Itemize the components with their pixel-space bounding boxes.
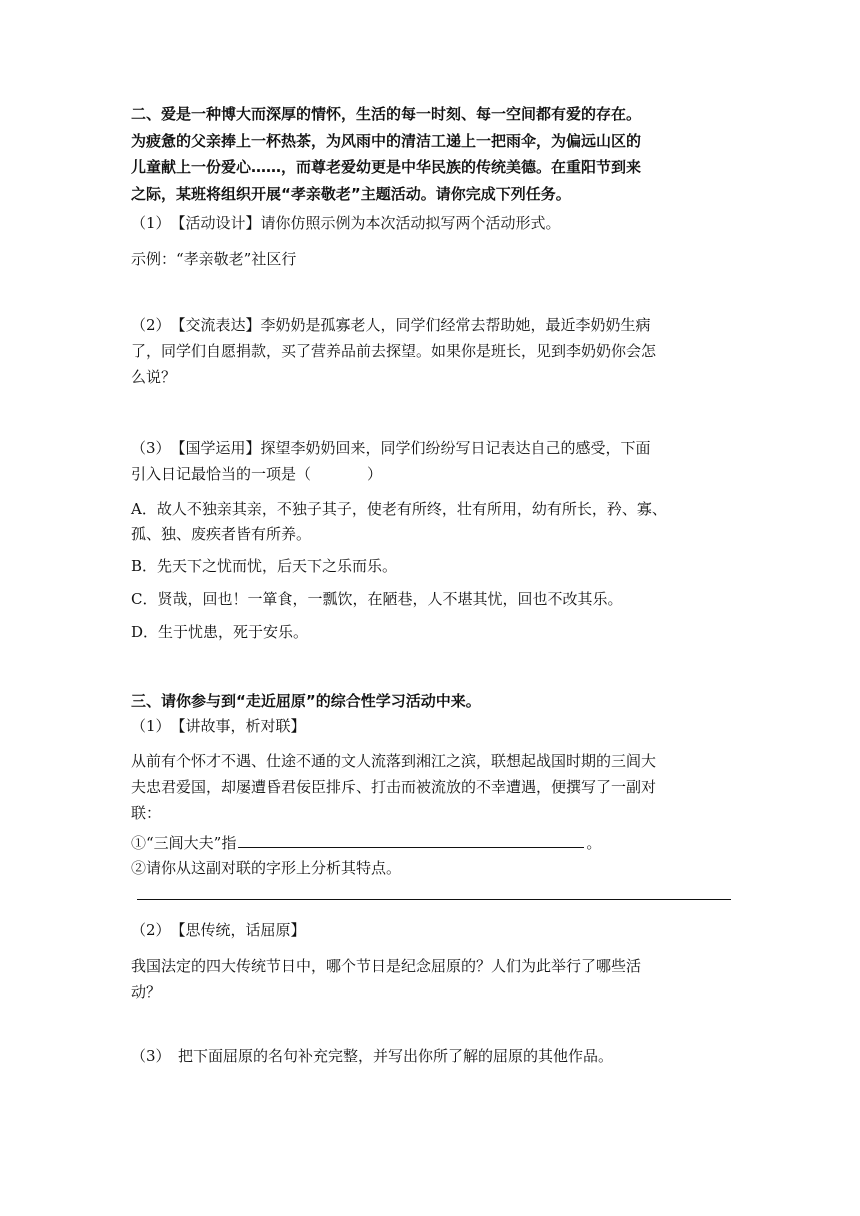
option-a-line2: 孤、独、废疾者皆有所养。 — [131, 525, 312, 543]
story-line2: 夫忠君爱国，却屡遭昏君佞臣排斥、打击而被流放的不幸遭遇，便撰写了一副对 — [131, 778, 657, 796]
question-2-3-line2 — [131, 464, 741, 484]
story-line1: 从前有个怀才不遇、仕途不通的文人流落到湘江之滨，联想起战国时期的三闾大 — [131, 752, 657, 770]
question-2-3-paren-close: ） — [367, 465, 383, 483]
question-3-1: （1） 【讲故事，析对联】 — [131, 717, 306, 735]
option-d: D．生于忧患，死于安乐。 — [131, 623, 309, 641]
question-2-2-line1: （2） 【交流表达】李奶奶是孤寡老人，同学们经常去帮助她，最近李奶奶生病 — [131, 316, 651, 334]
question-2-2-line3: 么说？ — [131, 368, 177, 386]
option-c: C．贤哉，回也！一箪食，一瓢饮，在陋巷，人不堪其忧，回也不改其乐。 — [131, 590, 623, 608]
section2-intro-line1: 二、爱是一种博大而深厚的情怀，生活的每一时刻、每一空间都有爱的存在。 — [131, 105, 642, 123]
section2-intro-line3: 儿童献上一份爱心……，而尊老爱幼更是中华民族的传统美德。在重阳节到来 — [131, 158, 642, 176]
answer-rule-line[interactable] — [137, 899, 731, 900]
section2-intro-line2: 为疲惫的父亲捧上一杯热茶，为风雨中的清洁工递上一把雨伞，为偏远山区的 — [131, 132, 642, 150]
question-2-1-example: 示例：“孝亲敬老”社区行 — [131, 250, 297, 268]
question-2-3-line1: （3） 【国学运用】探望李奶奶回来，同学们纷纷写日记表达自己的感受，下面 — [131, 439, 651, 457]
option-b: B．先天下之忧而忧，后天下之乐而乐。 — [131, 557, 398, 575]
section3-title: 三、请你参与到“走近屈原”的综合性学习活动中来。 — [131, 692, 481, 710]
sub-question-2: ②请你从这副对联的字形上分析其特点。 — [131, 859, 402, 877]
question-2-2-line2: 了，同学们自愿捐款，买了营养品前去探望。如果你是班长，见到李奶奶你会怎 — [131, 342, 657, 360]
section2-intro-line4: 之际，某班将组织开展“孝亲敬老”主题活动。请你完成下列任务。 — [131, 185, 571, 203]
sub-question-1 — [131, 833, 741, 853]
question-3-2-line2: 动？ — [131, 983, 162, 1001]
question-3-2-line1: 我国法定的四大传统节日中，哪个节日是纪念屈原的？人们为此举行了哪些活 — [131, 957, 642, 975]
question-3-3: （3） 把下面屈原的名句补充完整，并写出你所了解的屈原的其他作品。 — [131, 1047, 614, 1065]
option-a-line1: A．故人不独亲其亲，不独子其子，使老有所终，壮有所用，幼有所长，矜、寡、 — [131, 500, 667, 518]
question-2-3-stem: 引入日记最恰当的一项是（ — [131, 465, 312, 483]
answer-blank-line[interactable] — [238, 833, 584, 848]
question-3-2: （2） 【思传统，话屈原】 — [131, 921, 306, 939]
question-2-1: （1） 【活动设计】请你仿照示例为本次活动拟写两个活动形式。 — [131, 214, 561, 232]
sub-question-1-stem: ①“三闾大夫”指 — [131, 834, 237, 852]
sub-question-1-end: 。 — [586, 834, 602, 852]
story-line3: 联： — [131, 804, 162, 822]
